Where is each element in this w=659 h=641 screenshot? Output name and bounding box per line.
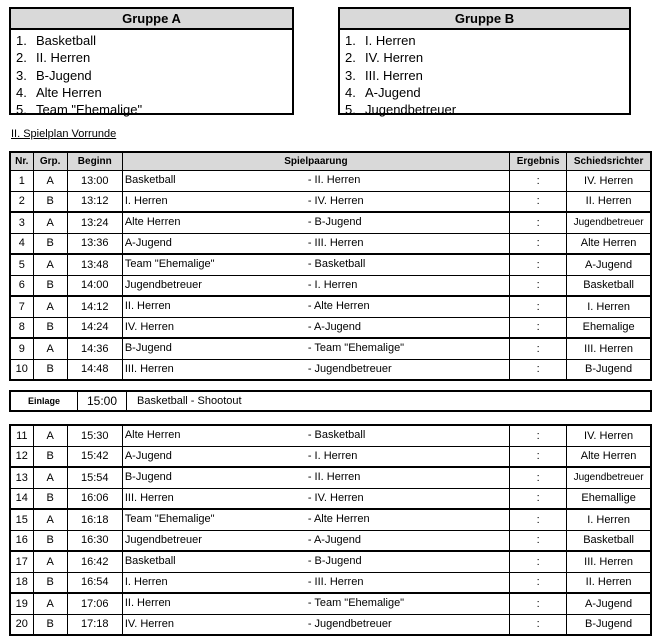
match-pairing: [122, 572, 509, 593]
group-team-number: 3.: [16, 67, 27, 83]
match-pairing: [122, 275, 509, 296]
away-team: - IV. Herren: [307, 491, 364, 504]
table-row: [10, 572, 651, 593]
match-nr: 10: [10, 359, 33, 380]
home-team: Jugendbetreuer: [124, 278, 202, 291]
match-referee: Alte Herren: [567, 233, 651, 254]
match-nr: 9: [10, 338, 33, 359]
table-row: [10, 254, 651, 275]
match-time: 13:12: [67, 191, 122, 212]
table-row: [10, 614, 651, 635]
match-pairing: [122, 446, 509, 467]
away-team: - A-Jugend: [307, 533, 362, 546]
home-team: I. Herren: [124, 575, 168, 588]
home-team: B-Jugend: [124, 471, 172, 483]
table-row: [10, 488, 651, 509]
match-result: :: [510, 572, 567, 593]
match-nr: 13: [10, 467, 33, 488]
match-pairing: [122, 171, 509, 192]
home-team: Alte Herren: [124, 216, 181, 228]
table-row: [10, 233, 651, 254]
schedule-table-part1: [9, 151, 652, 381]
match-time: 16:54: [67, 572, 122, 593]
match-nr: 12: [10, 446, 33, 467]
away-team: - Alte Herren: [307, 300, 370, 312]
table-row: [10, 171, 651, 192]
match-nr: 2: [10, 191, 33, 212]
match-nr: 8: [10, 317, 33, 338]
group-team-item: [16, 49, 292, 66]
match-group: A: [33, 551, 67, 572]
match-group: B: [33, 572, 67, 593]
match-pairing: [122, 467, 509, 488]
group-team-name: Jugendbetreuer: [365, 102, 457, 118]
home-team: III. Herren: [124, 491, 174, 504]
home-team: Jugendbetreuer: [124, 533, 202, 546]
away-team: - II. Herren: [307, 174, 361, 186]
match-referee: II. Herren: [567, 572, 651, 593]
match-result: :: [510, 191, 567, 212]
group-team-name: III. Herren: [365, 67, 423, 83]
match-group: A: [33, 509, 67, 530]
match-result: :: [510, 530, 567, 551]
match-nr: 5: [10, 254, 33, 275]
table-row: [10, 509, 651, 530]
home-team: Alte Herren: [124, 429, 181, 441]
home-team: A-Jugend: [124, 236, 172, 249]
match-result: :: [510, 614, 567, 635]
home-team: III. Herren: [124, 362, 174, 375]
match-referee: IV. Herren: [567, 425, 651, 446]
match-time: 17:18: [67, 614, 122, 635]
match-time: 13:48: [67, 254, 122, 275]
match-result: :: [510, 359, 567, 380]
away-team: - Jugendbetreuer: [307, 617, 392, 630]
match-time: 16:06: [67, 488, 122, 509]
match-pairing: [122, 296, 509, 317]
match-nr: 18: [10, 572, 33, 593]
header-nr: Nr.: [10, 152, 33, 171]
away-team: - I. Herren: [307, 278, 358, 291]
match-referee: Basketball: [567, 275, 651, 296]
match-group: B: [33, 446, 67, 467]
home-team: Team "Ehemalige": [124, 258, 215, 270]
match-time: 15:30: [67, 425, 122, 446]
away-team: - B-Jugend: [307, 216, 362, 228]
match-referee: Ehemallige: [567, 488, 651, 509]
match-result: :: [510, 338, 567, 359]
match-referee: A-Jugend: [567, 593, 651, 614]
group-a-box: [9, 7, 294, 118]
match-time: 16:42: [67, 551, 122, 572]
away-team: - A-Jugend: [307, 320, 362, 333]
home-team: I. Herren: [124, 194, 168, 207]
group-team-number: 4.: [345, 84, 356, 100]
group-team-item: [16, 101, 292, 118]
match-result: :: [510, 488, 567, 509]
match-time: 14:24: [67, 317, 122, 338]
match-result: :: [510, 275, 567, 296]
match-nr: 3: [10, 212, 33, 233]
match-group: A: [33, 425, 67, 446]
match-group: B: [33, 530, 67, 551]
match-group: B: [33, 233, 67, 254]
einlage-description: Basketball - Shootout: [137, 395, 242, 407]
match-time: 14:12: [67, 296, 122, 317]
table-row: [10, 551, 651, 572]
match-pairing: [122, 254, 509, 275]
match-result: :: [510, 296, 567, 317]
match-pairing: [122, 530, 509, 551]
match-result: :: [510, 212, 567, 233]
table-row: [10, 446, 651, 467]
group-a-title: Gruppe A: [11, 9, 292, 30]
match-referee: B-Jugend: [567, 359, 651, 380]
match-pairing: [122, 212, 509, 233]
match-nr: 11: [10, 425, 33, 446]
match-pairing: [122, 191, 509, 212]
match-group: B: [33, 614, 67, 635]
away-team: - Alte Herren: [307, 513, 370, 525]
match-referee: III. Herren: [567, 338, 651, 359]
group-team-name: IV. Herren: [365, 50, 424, 66]
match-group: A: [33, 467, 67, 488]
match-result: :: [510, 593, 567, 614]
group-team-number: 2.: [16, 50, 27, 66]
group-team-name: A-Jugend: [365, 84, 421, 100]
table-row: [10, 425, 651, 446]
home-team: II. Herren: [124, 300, 171, 312]
match-group: A: [33, 593, 67, 614]
match-nr: 19: [10, 593, 33, 614]
match-group: A: [33, 296, 67, 317]
match-pairing: [122, 509, 509, 530]
match-result: :: [510, 233, 567, 254]
away-team: - IV. Herren: [307, 194, 364, 207]
home-team: A-Jugend: [124, 449, 172, 462]
match-referee: B-Jugend: [567, 614, 651, 635]
match-time: 14:48: [67, 359, 122, 380]
group-team-number: 1.: [345, 33, 356, 48]
group-b-box: [338, 7, 631, 118]
match-nr: 17: [10, 551, 33, 572]
match-result: :: [510, 317, 567, 338]
match-nr: 1: [10, 171, 33, 192]
group-team-item: [345, 67, 629, 84]
table-row: [10, 338, 651, 359]
match-nr: 14: [10, 488, 33, 509]
table-row: [10, 530, 651, 551]
match-group: B: [33, 359, 67, 380]
match-nr: 4: [10, 233, 33, 254]
home-team: B-Jugend: [124, 342, 172, 354]
home-team: IV. Herren: [124, 617, 174, 630]
away-team: - Basketball: [307, 258, 366, 270]
group-team-number: 5.: [16, 102, 27, 118]
match-time: 17:06: [67, 593, 122, 614]
table-row: [10, 317, 651, 338]
group-team-number: 5.: [345, 102, 356, 118]
group-team-name: Team "Ehemalige": [36, 102, 143, 118]
group-a-list: [11, 30, 292, 118]
match-referee: IV. Herren: [567, 171, 651, 192]
table-row: [10, 191, 651, 212]
match-referee: I. Herren: [567, 509, 651, 530]
header-schiedsrichter: Schiedsrichter: [567, 152, 651, 171]
table-row: [10, 593, 651, 614]
match-pairing: [122, 359, 509, 380]
match-time: 14:00: [67, 275, 122, 296]
away-team: - III. Herren: [307, 236, 364, 249]
group-team-name: I. Herren: [365, 33, 416, 48]
group-team-item: [16, 84, 292, 101]
match-result: :: [510, 425, 567, 446]
match-group: A: [33, 171, 67, 192]
table-row: [10, 467, 651, 488]
match-time: 13:24: [67, 212, 122, 233]
group-team-item: [345, 101, 629, 118]
match-time: 13:00: [67, 171, 122, 192]
match-referee: Jugendbetreuer: [567, 212, 651, 233]
home-team: Basketball: [124, 555, 176, 567]
away-team: - Team "Ehemalige": [307, 597, 405, 609]
match-result: :: [510, 171, 567, 192]
match-referee: I. Herren: [567, 296, 651, 317]
group-b-title: Gruppe B: [340, 9, 629, 30]
match-result: :: [510, 254, 567, 275]
match-referee: Basketball: [567, 530, 651, 551]
match-pairing: [122, 551, 509, 572]
match-pairing: [122, 614, 509, 635]
match-result: :: [510, 467, 567, 488]
match-nr: 20: [10, 614, 33, 635]
header-grp: Grp.: [33, 152, 67, 171]
match-time: 14:36: [67, 338, 122, 359]
group-team-name: II. Herren: [36, 50, 91, 66]
away-team: - Jugendbetreuer: [307, 362, 392, 375]
schedule-subtitle: II. Spielplan Vorrunde: [11, 128, 117, 140]
match-time: 16:18: [67, 509, 122, 530]
match-group: A: [33, 338, 67, 359]
match-referee: III. Herren: [567, 551, 651, 572]
home-team: II. Herren: [124, 597, 171, 609]
match-group: A: [33, 212, 67, 233]
match-group: B: [33, 275, 67, 296]
match-pairing: [122, 233, 509, 254]
match-referee: A-Jugend: [567, 254, 651, 275]
match-result: :: [510, 551, 567, 572]
match-group: B: [33, 317, 67, 338]
group-team-number: 3.: [345, 67, 356, 83]
header-ergebnis: Ergebnis: [510, 152, 567, 171]
table-header-row: [10, 152, 651, 171]
match-nr: 6: [10, 275, 33, 296]
match-referee: Jugendbetreuer: [567, 467, 651, 488]
match-time: 15:42: [67, 446, 122, 467]
home-team: Team "Ehemalige": [124, 513, 215, 525]
group-team-number: 2.: [345, 50, 356, 66]
match-pairing: [122, 488, 509, 509]
home-team: Basketball: [124, 174, 176, 186]
away-team: - II. Herren: [307, 471, 361, 483]
table-row: [10, 212, 651, 233]
match-time: 15:54: [67, 467, 122, 488]
einlage-label: Einlage: [11, 392, 78, 410]
match-group: B: [33, 488, 67, 509]
match-pairing: [122, 317, 509, 338]
group-team-name: Basketball: [36, 33, 96, 48]
group-team-item: [345, 32, 629, 49]
einlage-row: [9, 390, 652, 412]
match-group: A: [33, 254, 67, 275]
match-nr: 15: [10, 509, 33, 530]
away-team: - Basketball: [307, 429, 366, 441]
match-referee: Alte Herren: [567, 446, 651, 467]
home-team: IV. Herren: [124, 320, 174, 333]
match-pairing: [122, 593, 509, 614]
match-referee: Ehemalige: [567, 317, 651, 338]
header-beginn: Beginn: [67, 152, 122, 171]
group-team-item: [16, 67, 292, 84]
group-team-name: Alte Herren: [36, 84, 102, 100]
match-group: B: [33, 191, 67, 212]
match-pairing: [122, 425, 509, 446]
schedule-table-part2: [9, 424, 652, 636]
group-b-list: [340, 30, 629, 118]
away-team: - B-Jugend: [307, 555, 362, 567]
group-team-number: 1.: [16, 33, 27, 48]
match-time: 13:36: [67, 233, 122, 254]
group-team-name: B-Jugend: [36, 67, 92, 83]
match-result: :: [510, 446, 567, 467]
table-row: [10, 296, 651, 317]
away-team: - Team "Ehemalige": [307, 342, 405, 354]
match-referee: II. Herren: [567, 191, 651, 212]
group-team-item: [345, 49, 629, 66]
table-row: [10, 275, 651, 296]
group-team-number: 4.: [16, 84, 27, 100]
away-team: - I. Herren: [307, 449, 358, 462]
match-result: :: [510, 509, 567, 530]
header-spielpaarung: Spielpaarung: [122, 152, 509, 171]
match-time: 16:30: [67, 530, 122, 551]
group-team-item: [16, 32, 292, 49]
match-nr: 16: [10, 530, 33, 551]
table-row: [10, 359, 651, 380]
einlage-time: 15:00: [78, 392, 127, 410]
group-team-item: [345, 84, 629, 101]
away-team: - III. Herren: [307, 575, 364, 588]
match-pairing: [122, 338, 509, 359]
match-nr: 7: [10, 296, 33, 317]
